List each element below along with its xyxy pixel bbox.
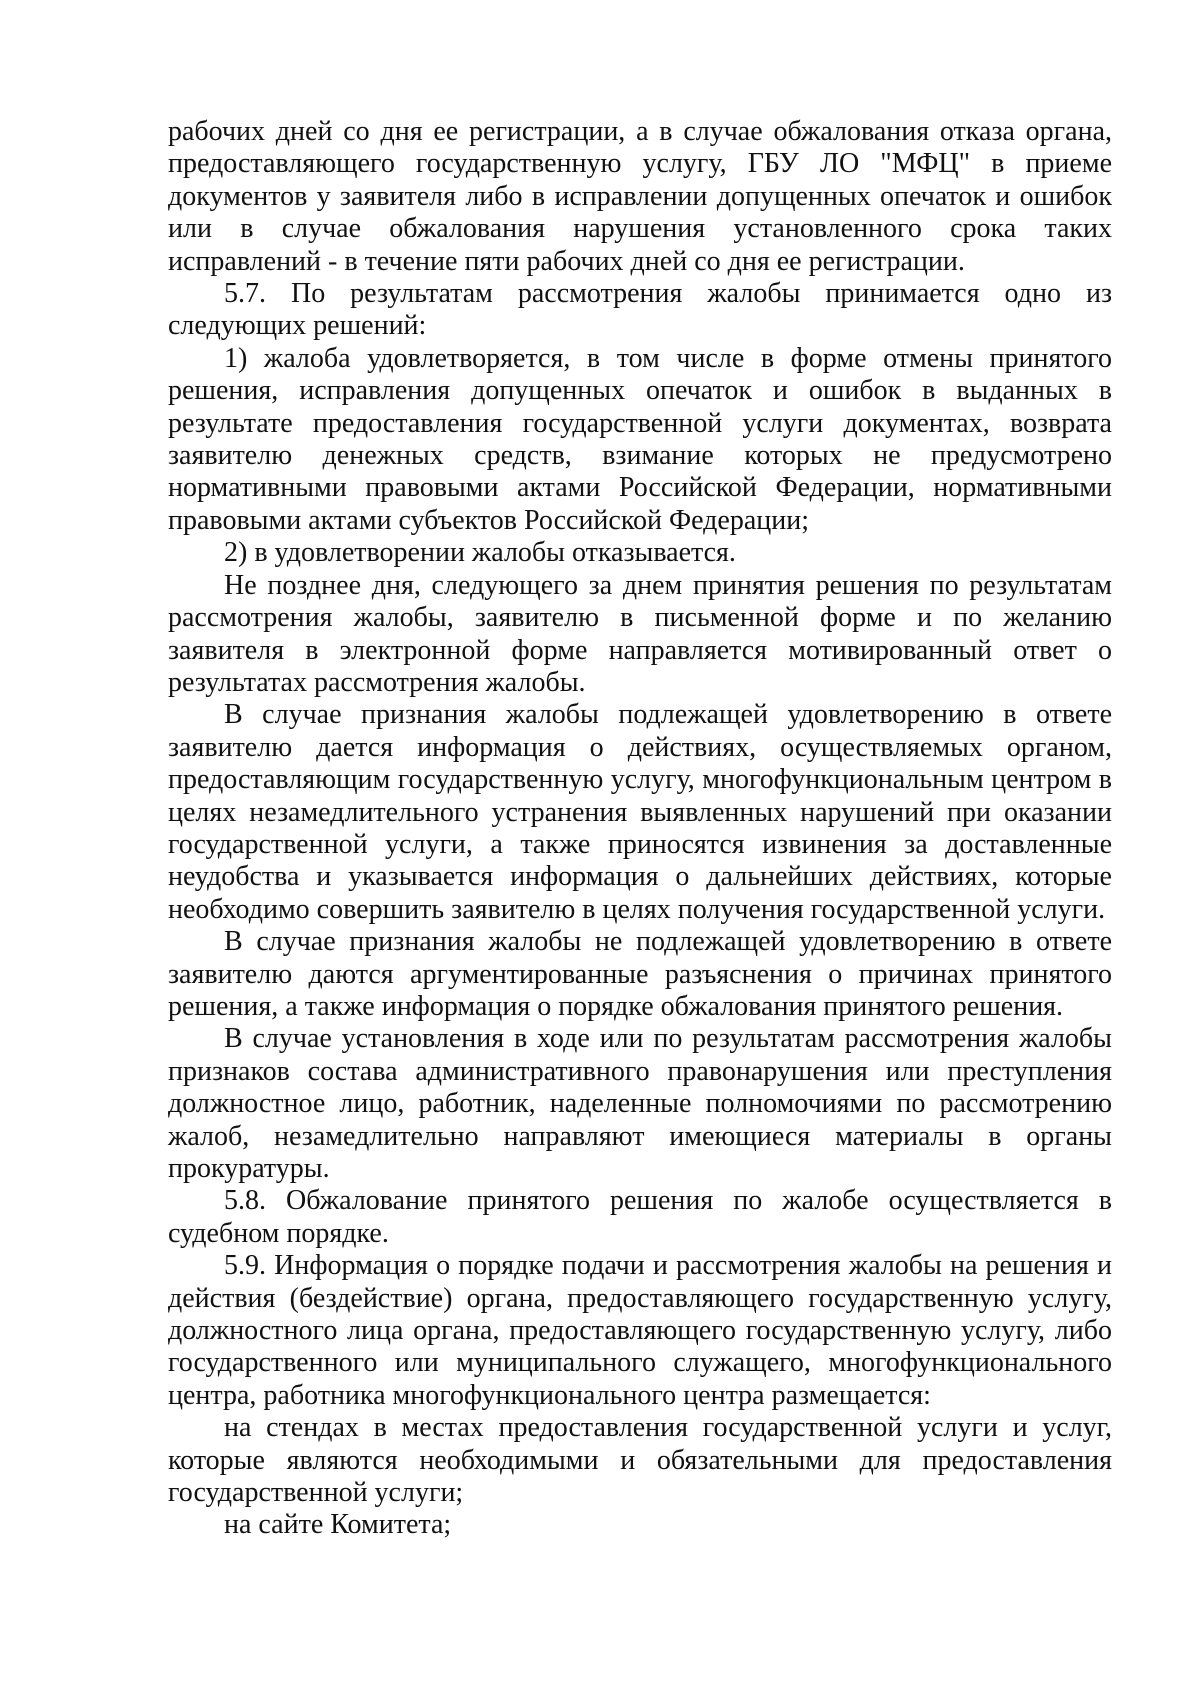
paragraph-decision-1: 1) жалоба удовлетворяется, в том числе в форме отмены принятого решения, исправления допущенных опечаток и ошибок в выданных в результате предоставления государственной услуги документах, возврата заявителю денежных средств, взимание которых не предусмотрено нормативными правовыми актами Российской Федерации, нормативными правовыми актами субъектов Российской Федерации;	[168, 342, 1112, 536]
paragraph-rejected-case: В случае признания жалобы не подлежащей удовлетворению в ответе заявителю даются аргументированные разъяснения о причинах принятого решения, а также информация о порядке обжалования принятого решения.	[168, 926, 1112, 1022]
paragraph-decision-2: 2) в удовлетворении жалобы отказывается.	[224, 537, 736, 569]
paragraph-response-deadline: Не позднее дня, следующего за днем принятия решения по результатам рассмотрения жалобы, заявителю в письменной форме и по желанию заявителя в электронной форме направляется мотивированный ответ о результатах рассмотрения жалобы.	[168, 569, 1112, 698]
paragraph-satisfied-case: В случае признания жалобы подлежащей удовлетворению в ответе заявителю дается информация о действиях, осуществляемых органом, предоставляющим государственную услугу, многофункциональным центром в целях незамедлительного устранения выявленных нарушений при оказании государственной услуги, а также приносятся извинения за доставленные неудобства и указывается информация о дальнейших действиях, которые необходимо совершить заявителю в целях получения государственной услуги.	[168, 699, 1112, 925]
paragraph-5-9: 5.9. Информация о порядке подачи и рассмотрения жалобы на решения и действия (бездействие) органа, предоставляющего государственную услугу, должностного лица органа, предоставляющего государственную услугу, либо государственного или муниципального служащего, многофункционального центра, работника многофункционального центра размещается:	[168, 1250, 1112, 1411]
paragraph-stands: на стендах в местах предоставления государственной услуги и услуг, которые являются необходимыми и обязательными для предоставления государственной услуги;	[168, 1412, 1112, 1509]
document-page	[168, 116, 1112, 1542]
paragraph-violation-case: В случае установления в ходе или по результатам рассмотрения жалобы признаков состава административного правонарушения или преступления должностное лицо, работник, наделенные полномочиями по рассмотрению жалоб, незамедлительно направляют имеющиеся материалы в органы прокуратуры.	[168, 1023, 1112, 1184]
paragraph-committee-site: на сайте Комитета;	[224, 1509, 452, 1541]
paragraph-5-8: 5.8. Обжалование принятого решения по жалобе осуществляется в судебном порядке.	[168, 1185, 1112, 1249]
paragraph-5-7: 5.7. По результатам рассмотрения жалобы принимается одно из следующих решений:	[168, 278, 1112, 342]
paragraph-continuation: рабочих дней со дня ее регистрации, а в случае обжалования отказа органа, предоставляющего государственную услугу, ГБУ ЛО "МФЦ" в приеме документов у заявителя либо в исправлении допущенных опечаток и ошибок или в случае обжалования нарушения установленного срока таких исправлений - в течение пяти рабочих дней со дня ее регистрации.	[168, 116, 1112, 277]
